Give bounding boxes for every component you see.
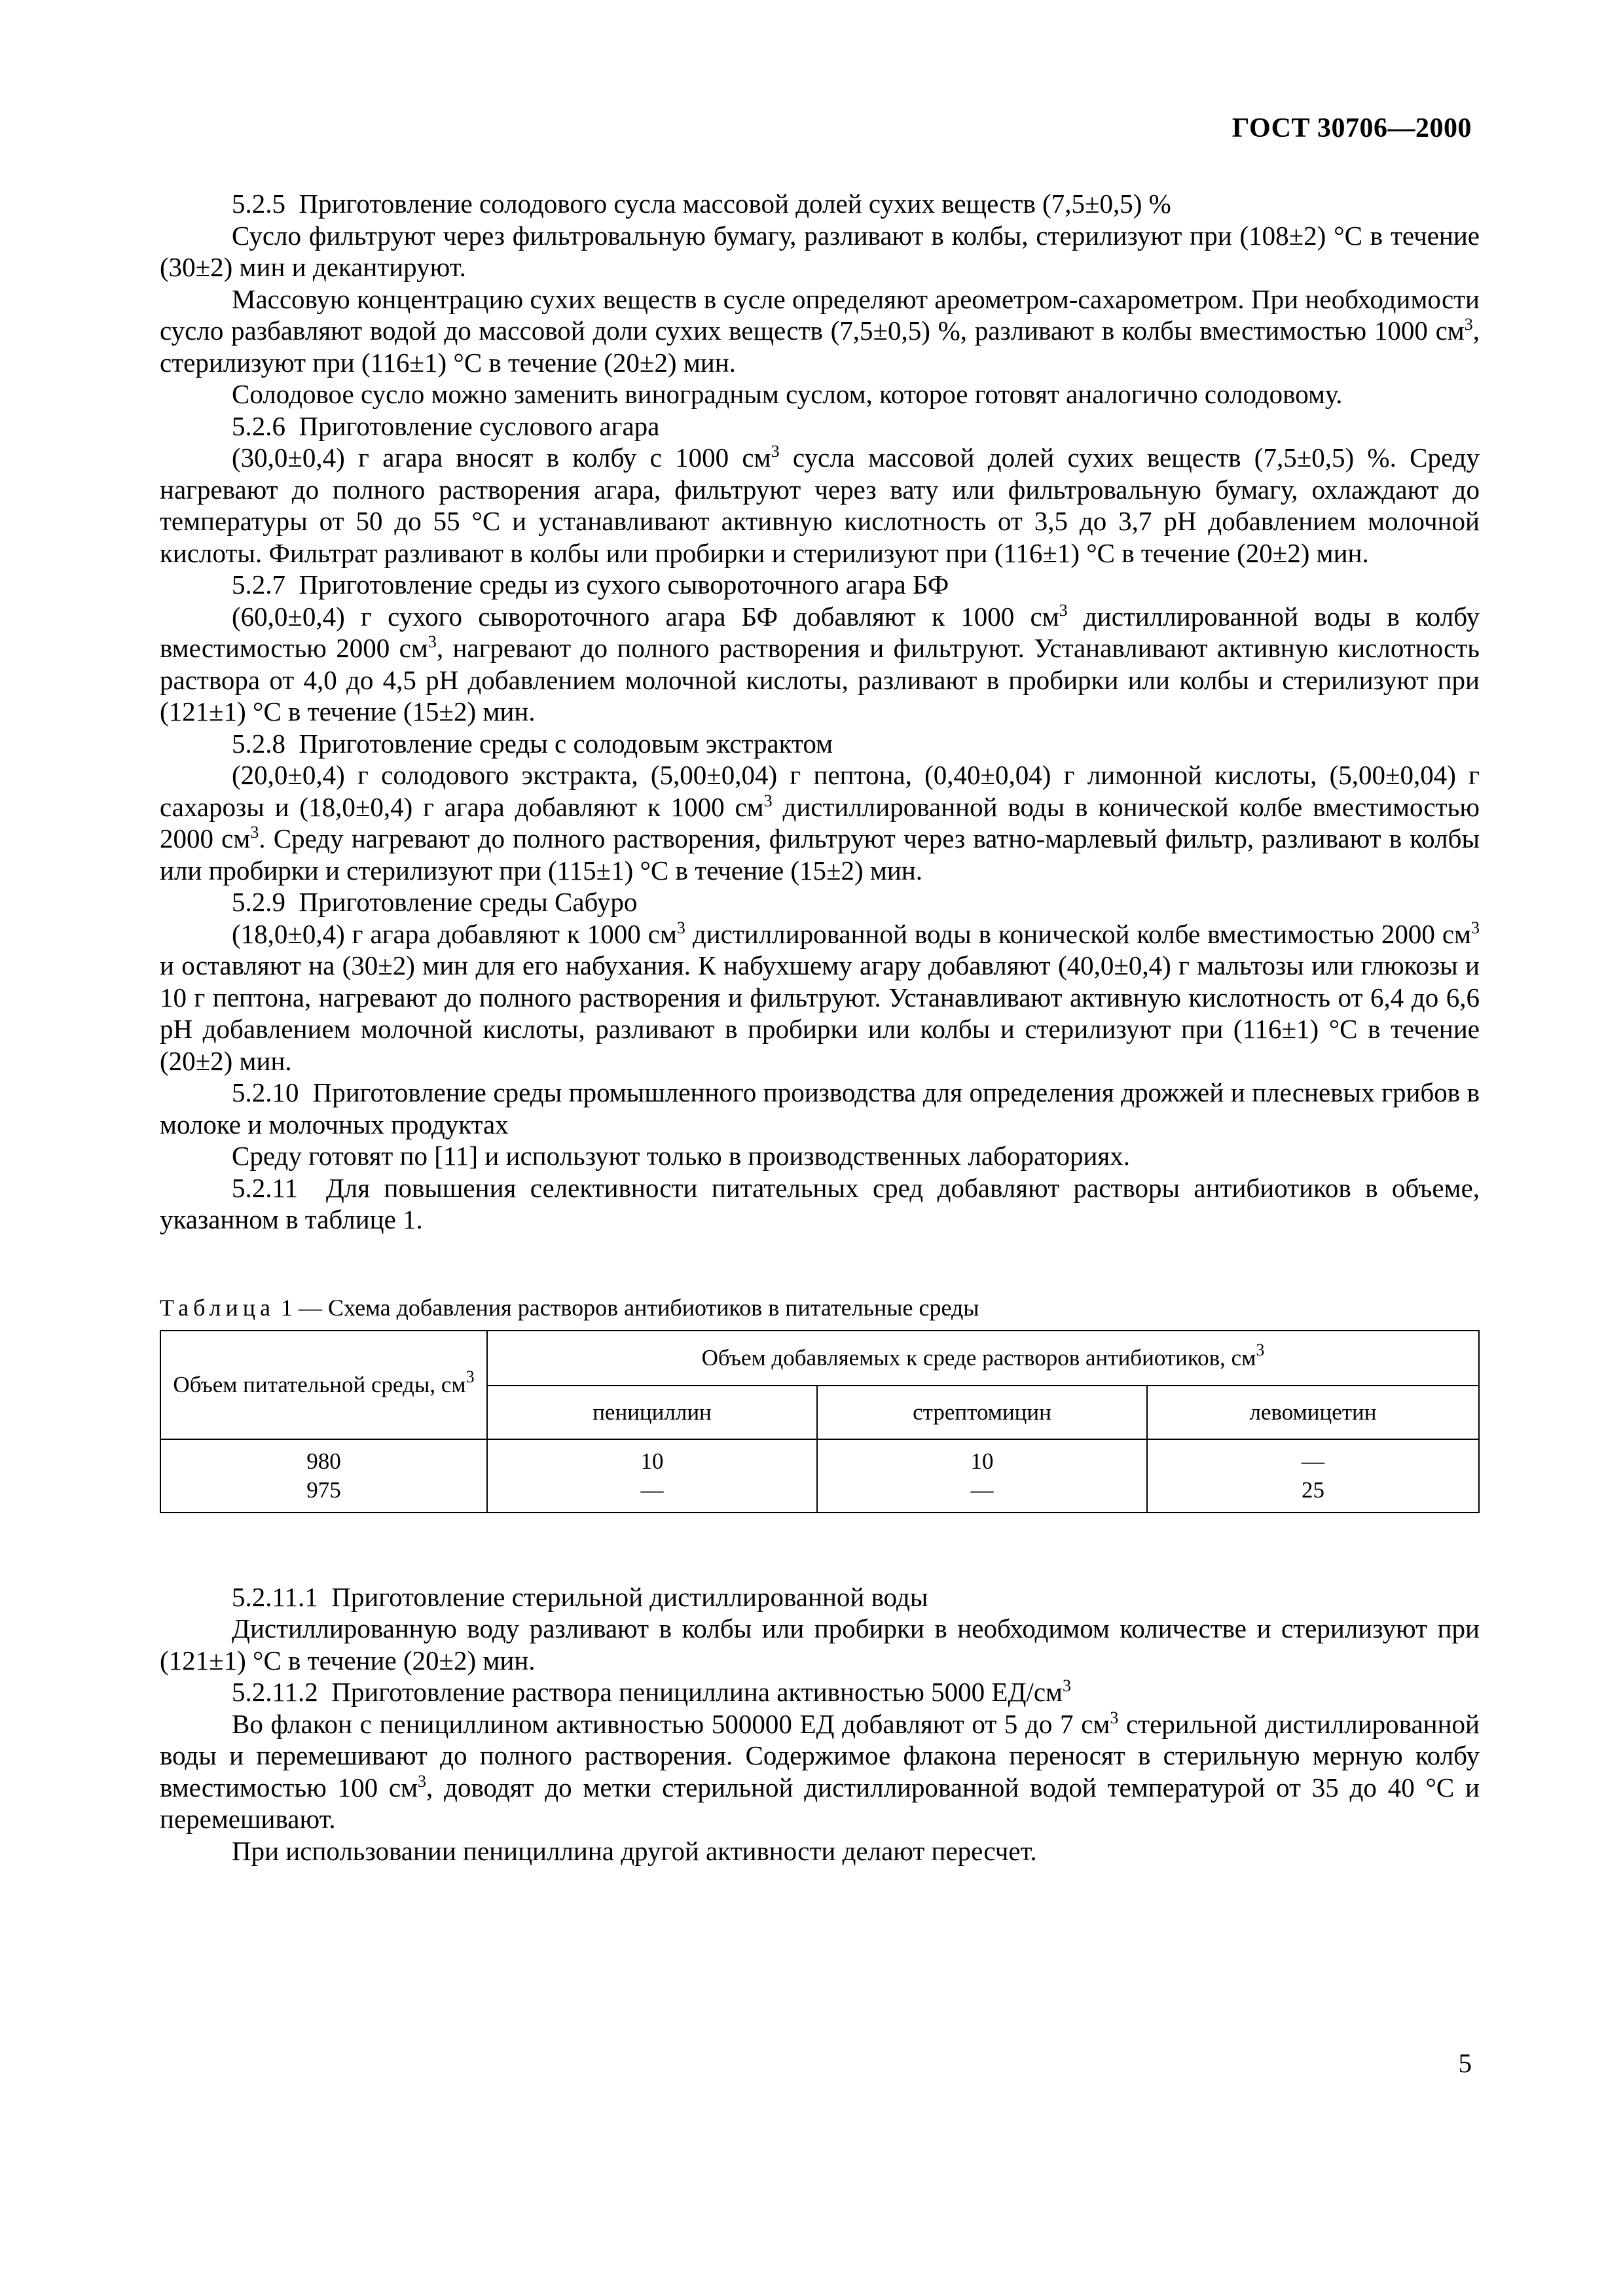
section-5-2-7: 5.2.7 Приготовление среды из сухого сывороточного агара БФ (232, 569, 949, 600)
table-cell-penicillin: 10 — (487, 1439, 817, 1513)
table-header-streptomycin: стрептомицин (817, 1386, 1147, 1439)
table-cell-levomycetin: — 25 (1147, 1439, 1479, 1513)
page-number: 5 (1458, 2048, 1472, 2078)
paragraph: Сусло фильтруют через фильтровальную бумагу, разливают в колбы, стерилизуют при (108±2) °С в течение (30±2) мин и декантируют. (160, 220, 1480, 282)
table-header-volume: Объем питательной среды, $см^3$ (160, 1331, 487, 1439)
section-5-2-5: 5.2.5 Приготовление солодового сусла массовой долей сухих веществ (7,5±0,5) % (232, 188, 1171, 219)
paragraph: Во флакон с пенициллином активностью 500000 ЕД добавляют от 5 до 7 $см^3$ стерильной дистиллированной воды и перемешивают до полного растворения. Содержимое флакона переносят в стерильную мерную колбу вместимостью 100 $см^3$, доводят до метки стерильной дистиллированной водой температурой от 35 до 40 °С и перемешивают. (160, 1708, 1480, 1834)
table-header-group: Объем добавляемых к среде растворов антибиотиков, $см^3$ (487, 1331, 1479, 1386)
section-5-2-8: 5.2.8 Приготовление среды с солодовым экстрактом (232, 728, 833, 759)
table-cell-volume: 980 975 (160, 1439, 487, 1513)
table-caption: Таблица 1 — Схема добавления растворов антибиотиков в питательные среды (160, 1294, 979, 1321)
paragraph: При использовании пенициллина другой активности делают пересчет. (232, 1835, 1037, 1866)
paragraph: (18,0±0,4) г агара добавляют к 1000 $см^3$ дистиллированной воды в конической колбе вместимостью 2000 $см^3$ и оставляют на (30±2) мин для его набухания. К набухшему агару добавляют (40,0±0,4) г мальтозы или глюкозы и 10 г пептона, нагревают до полного растворения и фильтруют. Устанавливают активную кислотность от 6,4 до 6,6 pH добавлением молочной кислоты, разливают в пробирки или колбы и стерилизуют при (116±1) °С в течение (20±2) мин. (160, 918, 1480, 1076)
paragraph: Дистиллированную воду разливают в колбы или пробирки в необходимом количестве и стерилизуют при (121±1) °С в течение (20±2) мин. (160, 1613, 1480, 1676)
document-header: ГОСТ 30706—2000 (1231, 113, 1472, 143)
paragraph: (60,0±0,4) г сухого сывороточного агара БФ добавляют к 1000 $см^3$ дистиллированной воды в колбу вместимостью 2000 $см^3$, нагревают до полного растворения и фильтруют. Устанавливают активную кислотность раствора от 4,0 до 4,5 pH добавлением молочной кислоты, разливают в пробирки или колбы и стерилизуют при (121±1) °С в течение (15±2) мин. (160, 600, 1480, 726)
paragraph: (20,0±0,4) г солодового экстракта, (5,00±0,04) г пептона, (0,40±0,04) г лимонной кислоты, (5,00±0,04) г сахарозы и (18,0±0,4) г агара добавляют к 1000 $см^3$ дистиллированной воды в коничеcкой колбе вместимостью 2000 $см^3$. Среду нагревают до полного растворения, фильтруют через ватно-марлевый фильтр, разливают в колбы или пробирки и стерилизуют при (115±1) °С в течение (15±2) мин. (160, 760, 1480, 886)
antibiotics-table (160, 1330, 1480, 1513)
paragraph: Массовую концентрацию сухих веществ в сусле определяют ареометром-сахарометром. При необходимости сусло разбавляют водой до массовой доли сухих веществ (7,5±0,5) %, разливают в колбы вместимостью 1000 $см^3$, стерилизуют при (116±1) °С в течение (20±2) мин. (160, 283, 1480, 378)
document-body (160, 188, 1480, 1867)
section-5-2-6: 5.2.6 Приготовление суслового агара (232, 410, 660, 441)
table-header-penicillin: пенициллин (487, 1386, 817, 1439)
section-5-2-11-1: 5.2.11.1 Приготовление стерильной дистиллированной воды (232, 1581, 928, 1612)
section-5-2-10: 5.2.10 Приготовление среды промышленного производства для определения дрожжей и плесневых грибов в молоке и молочных продуктах (160, 1077, 1480, 1139)
paragraph: Среду готовят по [11] и используют только в производственных лабораториях. (232, 1141, 1131, 1171)
paragraph: (30,0±0,4) г агара вносят в колбу с 1000 $см^3$ сусла массовой долей сухих веществ (7,5±0,5) %. Среду нагревают до полного растворения агара, фильтруют через вату или фильтровальную бумагу, охлаждают до температуры от 50 до 55 °С и устанавливают активную кислотность от 3,5 до 3,7 pH добавлением молочной кислоты. Фильтрат разливают в колбы или пробирки и стерилизуют при (116±1) °С в течение (20±2) мин. (160, 442, 1480, 568)
section-5-2-11: 5.2.11 Для повышения селективности питательных сред добавляют растворы антибиотиков в объеме, указанном в таблице 1. (160, 1172, 1480, 1234)
table-cell-streptomycin: 10 — (817, 1439, 1147, 1513)
section-5-2-11-2: 5.2.11.2 Приготовление раствора пенициллина активностью 5000 $ЕД/см^3$ (232, 1676, 1071, 1707)
bottom-section (160, 1581, 1480, 1867)
paragraph: Солодовое сусло можно заменить виноградным суслом, которое готовят аналогично солодовому. (232, 379, 1343, 409)
table-header-levomycetin: левомицетин (1147, 1386, 1479, 1439)
section-5-2-9: 5.2.9 Приготовление среды Сабуро (232, 887, 638, 917)
